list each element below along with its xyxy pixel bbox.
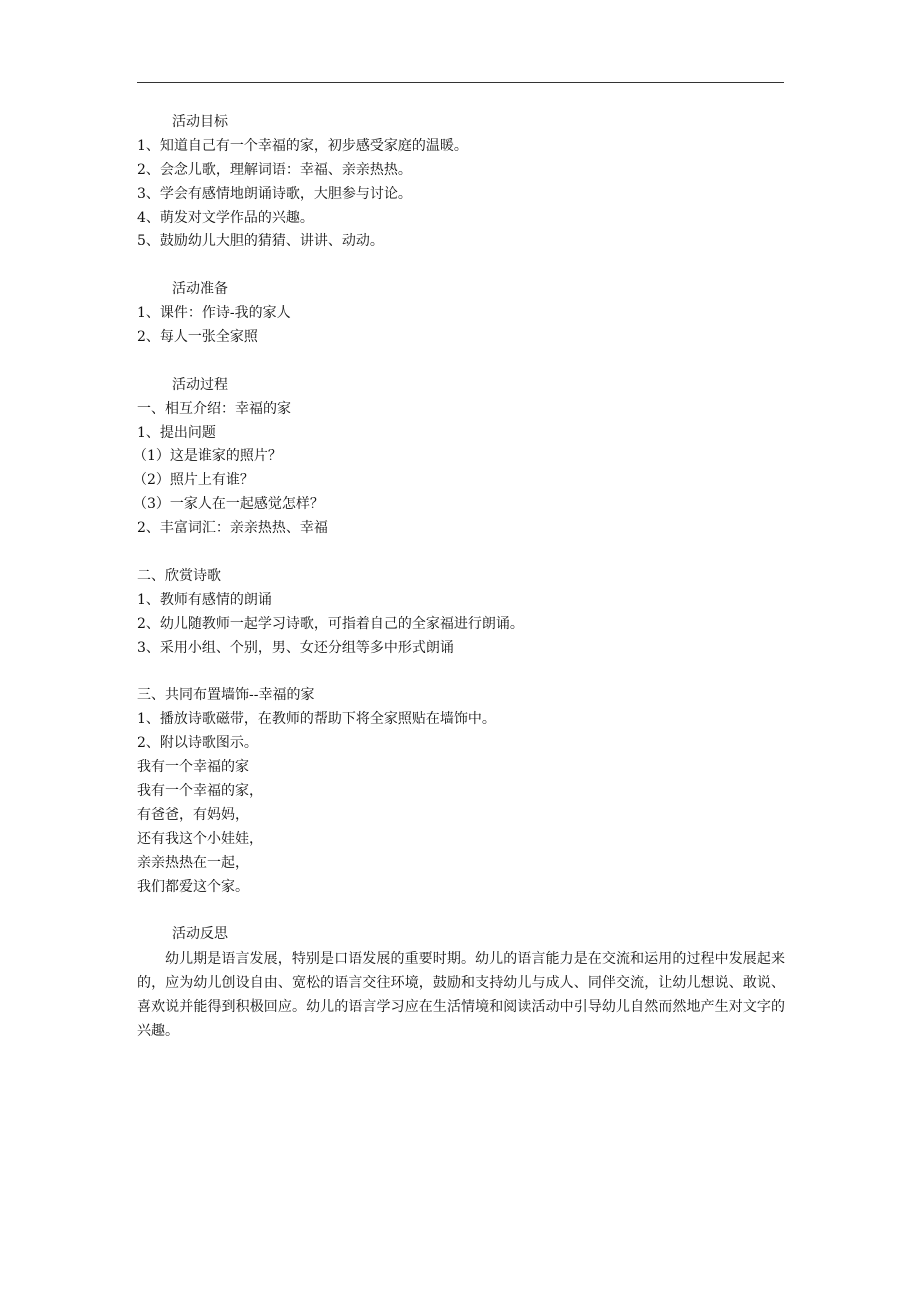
goal-item: 1、知道自己有一个幸福的家，初步感受家庭的温暖。 bbox=[137, 137, 468, 154]
question-item: （2）照片上有谁？ bbox=[133, 472, 254, 489]
process-part2-item: 2、幼儿随教师一起学习诗歌，可指着自己的全家福进行朗诵。 bbox=[137, 615, 524, 632]
process-part1-step2: 2、丰富词汇：亲亲热热、幸福 bbox=[137, 520, 328, 537]
process-part2-item: 3、采用小组、个别，男、女还分组等多中形式朗诵 bbox=[137, 639, 454, 656]
header-rule bbox=[137, 82, 784, 83]
spacer bbox=[0, 899, 920, 923]
reflection-paragraph: 幼儿期是语言发展，特别是口语发展的重要时期。幼儿的语言能力是在交流和运用的过程中发展起来的，应为幼儿创设自由、宽松的语言交往环境，鼓励和支持幼儿与成人、同伴交流，让幼儿想说、敢说、喜欢说并能得到积极回应。幼儿的语言学习应在生活情境和阅读活动中引导幼儿自然而然地产生对文字的兴趣。 bbox=[137, 951, 785, 1040]
process-heading: 活动过程 bbox=[172, 376, 228, 393]
goal-item: 2、会念儿歌，理解词语：幸福、亲亲热热。 bbox=[137, 161, 412, 178]
poem-line: 我们都爱这个家。 bbox=[137, 878, 249, 895]
spacer bbox=[0, 254, 920, 278]
poem-line: 还有我这个小娃娃， bbox=[137, 830, 263, 847]
document-body bbox=[0, 111, 920, 1043]
process-part2-item: 1、教师有感情的朗诵 bbox=[137, 591, 272, 608]
process-part2-title: 二、欣赏诗歌 bbox=[137, 567, 221, 584]
preparation-item: 2、每人一张全家照 bbox=[137, 329, 258, 346]
spacer bbox=[0, 541, 920, 565]
poem-title: 我有一个幸福的家 bbox=[137, 759, 249, 776]
question-item: （3）一家人在一起感觉怎样？ bbox=[133, 496, 324, 513]
question-item: （1）这是谁家的照片？ bbox=[133, 448, 282, 465]
goal-item: 5、鼓励幼儿大胆的猜猜、讲讲、动动。 bbox=[137, 233, 384, 250]
preparation-item: 1、课件：作诗-我的家人 bbox=[137, 305, 291, 322]
process-part1-title: 一、相互介绍：幸福的家 bbox=[137, 400, 291, 417]
poem-line: 亲亲热热在一起， bbox=[137, 854, 249, 871]
poem-line: 有爸爸，有妈妈， bbox=[137, 806, 249, 823]
process-part3-item: 2、附以诗歌图示。 bbox=[137, 735, 258, 752]
preparation-heading: 活动准备 bbox=[172, 281, 228, 298]
reflection-heading: 活动反思 bbox=[172, 926, 228, 943]
process-part3-title: 三、共同布置墙饰--幸福的家 bbox=[137, 687, 315, 704]
goal-item: 3、学会有感情地朗诵诗歌，大胆参与讨论。 bbox=[137, 185, 412, 202]
poem-line: 我有一个幸福的家， bbox=[137, 782, 263, 799]
process-part3-item: 1、播放诗歌磁带，在教师的帮助下将全家照贴在墙饰中。 bbox=[137, 711, 496, 728]
goals-heading: 活动目标 bbox=[172, 114, 228, 130]
goal-item: 4、萌发对文学作品的兴趣。 bbox=[137, 209, 314, 226]
spacer bbox=[0, 350, 920, 374]
process-part1-step1: 1、提出问题 bbox=[137, 424, 216, 441]
spacer bbox=[0, 660, 920, 684]
